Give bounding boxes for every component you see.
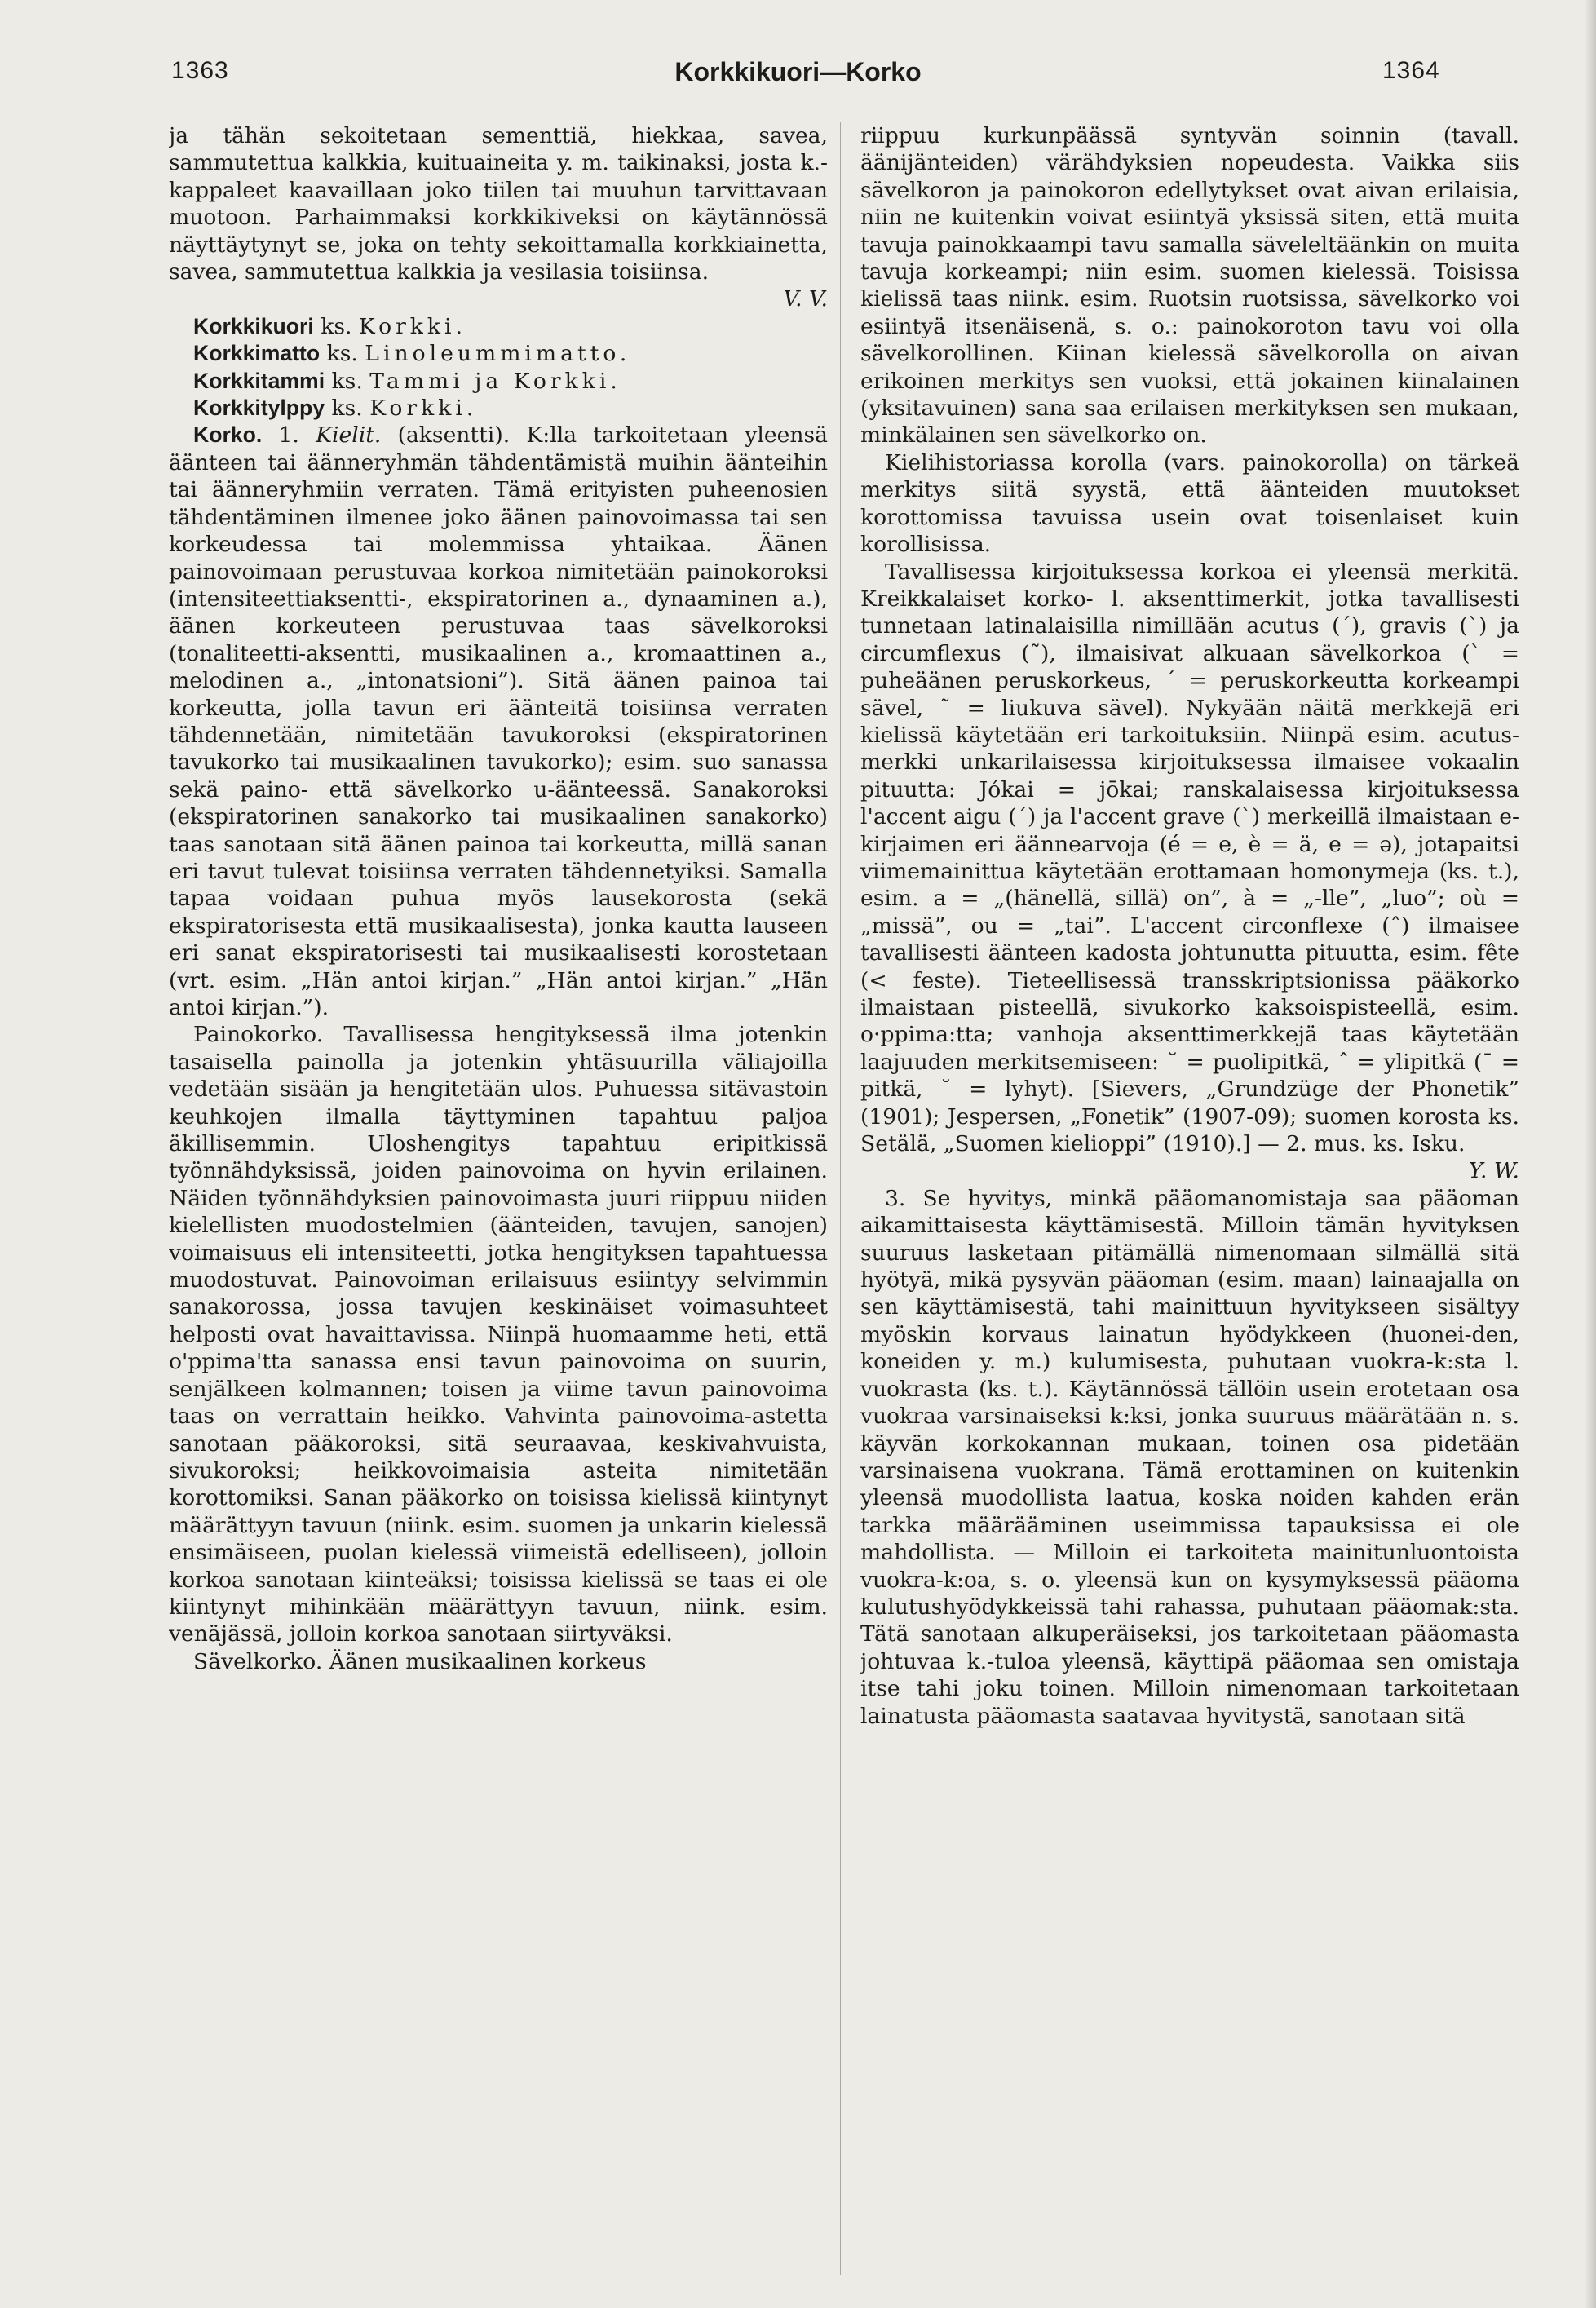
- author-signature: Y. W.: [1468, 1158, 1519, 1184]
- right-column: [860, 122, 1519, 2292]
- page-header: [0, 57, 1596, 98]
- paragraph: Kielihistoriassa korolla (vars. painokorolla) on tärkeä merkitys siitä syystä, että äänteiden muutokset korottomissa tavuissa usein ovat toisenlaiset kuin korollisissa.: [860, 449, 1519, 558]
- paragraph-painokorko: Painokorko. Tavallisessa hengityksessä ilma jotenkin tasaisella painolla ja jotenkin yhtäsuurilla väliajoilla vedetään sisään ja hengitetään ulos. Puhuessa sitävastoin keuhkojen ilmalla täyttyminen tapahtuu paljoa äkillisemmin. Uloshengitys tapahtuu eripitkissä työnnähdyksissä, joiden painovoima on hyvin erilainen. Näiden työnnähdyksien painovoimasta juuri riippuu niiden kielellisten muodostelmien (äänteiden, tavujen, sanojen) voimaisuus eli intensiteetti, jotka hengityksen tapahtuessa muodostuvat. Painovoiman erilaisuus esiintyy selvimmin sanakorossa, jossa tavujen keskinäiset voimasuhteet helposti ovat havaittavissa. Niinpä huomaamme heti, että o'ppima'tta sanassa ensi tavun painovoima on suurin, senjälkeen kolmannen; toisen ja viime tavun painovoima taas on verrattain heikko. Vahvinta painovoima-astetta sanotaan pääkoroksi, sitä seuraavaa, keskivahvuista, sivukoroksi; heikkovoimaisia asteita nimitetään korottomiksi. Sanan pääkorko on toisissa kielissä kiintynyt määrättyyn tavuun (niink. esim. suomen ja unkarin kielessä ensimäiseen, puolan kielessä viimeistä edelliseen), jolloin korkoa sanotaan kiinteäksi; toisissa kielissä se taas ei ole kiintynyt mihinkään määrättyyn tavuun, niink. esim. venäjässä, jolloin korkoa sanotaan siirtyväksi.: [169, 1022, 828, 1647]
- field-label: Kielit.: [316, 422, 382, 449]
- entry-headword: Korko.: [193, 422, 263, 448]
- entry-korkkimatto: Korkkimatto ks. Linoleummimatto.: [193, 341, 631, 367]
- cross-reference: Korkki.: [369, 396, 478, 422]
- entry-headword: Korkkitammi: [193, 368, 325, 393]
- paragraph-savelkorko: Sävelkorko. Äänen musikaalinen korkeus: [193, 1648, 647, 1674]
- entry-korkkikuori: Korkkikuori ks. Korkki.: [193, 313, 466, 339]
- entry-korkkitammi: Korkkitammi ks. Tammi ja Korkki.: [193, 368, 621, 394]
- paragraph: ja tähän sekoitetaan sementtiä, hiekkaa, savea, sammutettua kalkkia, kuituaineita y. m. taikinaksi, josta k.-kappaleet kaavaillaan joko tiilen tai muuhun tarvittavaan muotoon. Parhaimmaksi korkkikiveksi on käytännössä näyttäytynyt se, joka on tehty sekoittamalla korkkiainetta, savea, sammutettua kalkkia ja vesilasia toisiinsa.: [169, 123, 828, 285]
- cross-reference: Linoleummimatto.: [365, 341, 631, 367]
- cross-reference: Tammi ja Korkki.: [369, 368, 621, 394]
- author-signature: V. V.: [783, 286, 828, 312]
- entry-korko: Korko. 1. Kielit. (aksentti). K:lla tarkoitetaan yleensä äänteen tai äänneryhmän tähdentämistä muihin äänteihin tai äänneryhmiin verraten. Tämä erityisten puheenosien tähdentäminen ilmenee joko äänen painovoimassa tai sen korkeudessa tai molemmissa yhtaikaa. Äänen painovoimaan perustuvaa korkoa nimitetään painokoroksi (intensiteettiaksentti-, ekspiratorinen a., dynaaminen a.), äänen korkeuteen perustuvaa taas sävelkoroksi (tonaliteetti-aksentti, musikaalinen a., kromaattinen a., melodinen a., „intonatsioni”). Sitä äänen painoa tai korkeutta, jolla tavun eri äänteitä toisiinsa verraten tähdennetään, nimitetään tavukoroksi (ekspiratorinen tavukorko tai musikaalinen tavukorko); esim. suo sanassa sekä paino- että sävelkorko u-äänteessä. Sanakoroksi (ekspiratorinen sanakorko tai musikaalinen sanakorko) taas sanotaan sitä äänen painoa tai korkeutta, millä sanan eri tavut tulevat toisiinsa verraten tähdennetyiksi. Samalla tapaa voidaan puhua myös lausekorosta (sekä ekspiratorisesta että musikaalisesta), jonka kautta lauseen eri sanat ekspiratorisesti tai musikaalisesti korostetaan (vrt. esim. „Hän antoi kirjan.” „Hän antoi kirjan.” „Hän antoi kirjan.”).: [169, 422, 828, 1020]
- page-number-left: 1363: [171, 57, 229, 84]
- page-edge-shadow: [1585, 0, 1596, 2308]
- paragraph: Tavallisessa kirjoituksessa korkoa ei yleensä merkitä. Kreikkalaiset korko- l. aksenttimerkit, jotka tavallisesti tunnetaan latinalaisilla nimillään acutus (´), gravis (`) ja circumflexus (˜), ilmaisivat alkuaan sävelkorkoa (` = puheäänen peruskorkeus, ´ = peruskorkeutta korkeampi sävel, ˜ = liukuva sävel). Nykyään näitä merkkejä eri kielissä käytetään eri tarkoituksiin. Niinpä esim. acutus-merkki unkarilaisessa kirjoituksessa ilmaisee vokaalin pituutta: Jókai = jōkai; ranskalaisessa kirjoituksessa l'accent aigu (´) ja l'accent grave (`) merkeillä ilmaistaan e-kirjaimen eri äännearvoja (é = e, è = ä, e = ə), jotapaitsi viimemainittua käytetään erottamaan homonymeja (ks. t.), esim. a = „(hänellä, sillä) on”, à = „-lle”, „luo”; où = „missä”, ou = „tai”. L'accent circonflexe (ˆ) ilmaisee tavallisesti äänteen kadosta johtunutta pituutta, esim. fête (< feste). Tieteellisessä transskriptsionissa pääkorko ilmaistaan pisteellä, sivukorko kaksoispisteellä, esim. o·ppima:tta; vanhoja aksenttimerkkejä taas käytetään laajuuden merkitsemiseen: ˘ = puolipitkä, ˆ = ylipitkä (¯ = pitkä, ˘ = lyhyt). [Sievers, „Grundzüge der Phonetik” (1901); Jespersen, „Fonetik” (1907-09); suomen korosta ks. Setälä, „Suomen kielioppi” (1910).] — 2. mus. ks. Isku.: [860, 559, 1519, 1157]
- left-column: [169, 122, 828, 2292]
- paragraph: 3. Se hyvitys, minkä pääomanomistaja saa pääoman aikamittaisesta käyttämisestä. Milloin tämän hyvityksen suuruus lasketaan pitämällä nimenomaan silmällä sitä hyötyä, mikä pysyvän pääoman (esim. maan) lainaajalla on sen käyttämisestä, tahi mainittuun hyvitykseen sisältyy myöskin korvaus lainatun hyödykkeen (huonei-den, koneiden y. m.) kulumisesta, puhutaan vuokra-k:sta l. vuokrasta (ks. t.). Käytännössä tällöin usein erotetaan osa vuokraa varsinaiseksi k:ksi, jonka suuruus määrätään n. s. käyvän korkokannan mukaan, toinen osa pidetään varsinaisena vuokrana. Tämä erottaminen on kuitenkin yleensä muodollista laatua, koska noiden kahden erän tarkka määrääminen useimmissa tapauksissa ei ole mahdollista. — Milloin ei tarkoiteta mainitunluontoista vuokra-k:oa, s. o. yleensä kun on kysymyksessä pääoma kulutushyödykkeissä tahi rahassa, puhutaan pääomak:sta. Tätä sanotaan alkuperäiseksi, jos tarkoitetaan pääomasta johtuvaa k.-tuloa yleensä, käyttipä pääomaa sen omistaja itse tahi joku toinen. Milloin nimenomaan tarkoitetaan lainatusta pääomasta saatavaa hyvitystä, sanotaan sitä: [860, 1185, 1519, 1729]
- cross-reference: Korkki.: [358, 313, 466, 339]
- entry-korkkitylppy: Korkkitylppy ks. Korkki.: [193, 396, 478, 422]
- paragraph: riippuu kurkunpäässä syntyvän soinnin (tavall. äänijänteiden) värähdyksien nopeudesta. Vaikka siis sävelkoron ja painokoron edellytykset ovat aivan erilaisia, niin ne kuitenkin voivat esiintyä yksissä siten, että muita tavuja painokkaampi tavu samalla säveleltäänkin on muita tavuja korkeampi; niin esim. suomen kielessä. Toisissa kielissä taas niink. esim. Ruotsin ruotsissa, sävelkorko voi esiintyä itsenäisenä, s. o.: painokoroton tavu voi olla sävelkorollinen. Kiinan kielessä sävelkorolla on aivan erikoinen merkitys sen vuoksi, että jokainen kiinalainen (yksitavuinen) sana saa erilaisen merkityksen sen mukaan, minkälainen sen sävelkorko on.: [860, 123, 1519, 449]
- paragraph: (aksentti). K:lla tarkoitetaan yleensä äänteen tai äänneryhmän tähdentämistä muihin äänteihin tai äänneryhmiin verraten. Tämä erityisten puheenosien tähdentäminen ilmenee joko äänen painovoimassa tai sen korkeudessa tai molemmissa yhtaikaa. Äänen painovoimaan perustuvaa korkoa nimitetään painokoroksi (intensiteettiaksentti-, ekspiratorinen a., dynaaminen a.), äänen korkeuteen perustuvaa taas sävelkoroksi (tonaliteetti-aksentti, musikaalinen a., kromaattinen a., melodinen a., „intonatsioni”). Sitä äänen painoa tai korkeutta, jolla tavun eri äänteitä toisiinsa verraten tähdennetään, nimitetään tavukoroksi (ekspiratorinen tavukorko tai musikaalinen tavukorko); esim. suo sanassa sekä paino- että sävelkorko u-äänteessä. Sanakoroksi (ekspiratorinen sanakorko tai musikaalinen sanakorko) taas sanotaan sitä äänen painoa tai korkeutta, millä sanan eri tavut tulevat toisiinsa verraten tähdennetyiksi. Samalla tapaa voidaan puhua myös lausekorosta (sekä ekspiratorisesta että musikaalisesta), jonka kautta lauseen eri sanat ekspiratorisesti tai musikaalisesti korostetaan (vrt. esim. „Hän antoi kirjan.” „Hän antoi kirjan.” „Hän antoi kirjan.”).: [169, 422, 828, 1020]
- column-divider: [840, 122, 841, 2275]
- entry-headword: Korkkimatto: [193, 341, 321, 366]
- running-title: Korkkikuori—Korko: [674, 57, 922, 86]
- page-number-right: 1364: [1382, 57, 1440, 84]
- entry-headword: Korkkikuori: [193, 313, 314, 338]
- entry-headword: Korkkitylppy: [193, 396, 325, 421]
